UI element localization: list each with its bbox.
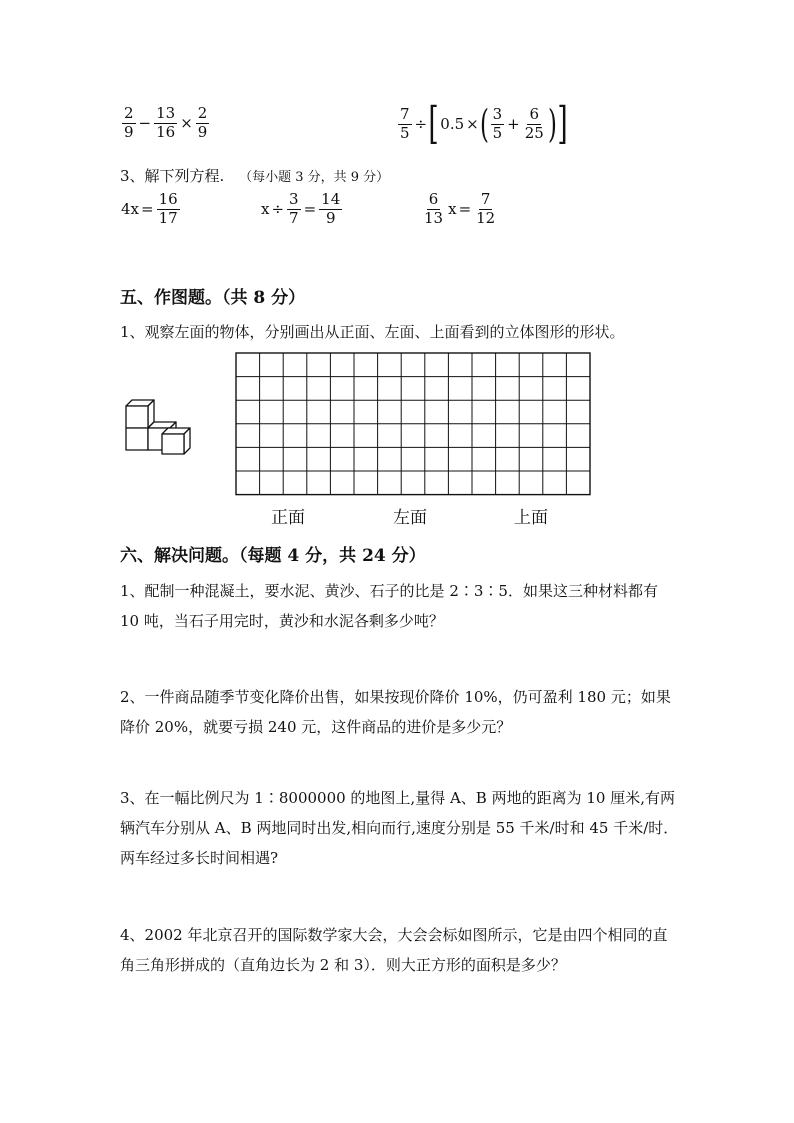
drawing-grid[interactable] [235, 352, 593, 497]
equation-3: $\frac{6}{13}$ x = $\frac{7}{12}$ [424, 190, 496, 227]
equation-1: 4x = $\frac{16}{17}$ [121, 190, 178, 227]
left-view-label: 左面 [393, 508, 427, 528]
section6-question-2: 2、一件商品随季节变化降价出售，如果按现价降价 10%，仍可盈利 180 元；如果降价 20%，就要亏损 240 元，这件商品的进价是多少元？ [120, 688, 671, 736]
fraction: $\frac{13}{16}$ [156, 104, 176, 141]
fraction: $\frac{7}{12}$ [476, 190, 496, 227]
fraction: $\frac{16}{17}$ [158, 190, 178, 227]
fraction: $\frac{7}{5}$ [400, 104, 410, 142]
section6-question-4: 4、2002 年北京召开的国际数学家大会，大会会标如图所示，它是由四个相同的直角三角形拼成的（直角边长为 2 和 3）．则大正方形的面积是多少？ [120, 926, 668, 974]
fraction: $\frac{2}{9}$ [197, 104, 208, 141]
section6-question-1: 1、配制一种混凝土，要水泥、黄沙、石子的比是 2∶3∶5．如果这三种材料都有 10 吨，当石子用完时，黄沙和水泥各剩多少吨？ [120, 582, 658, 630]
equation-2: x ÷ $\frac{3}{7}$ = $\frac{14}{9}$ [261, 190, 341, 227]
section6-title: 六、解决问题。（每题 4 分，共 24 分） [120, 546, 426, 566]
fraction: $\frac{3}{7}$ [289, 190, 299, 227]
fraction: $\frac{3}{5}$ [492, 104, 503, 142]
equations-heading: 3、解下列方程. （每小题 3 分，共 9 分） [120, 167, 390, 185]
section5-question-1: 1、观察左面的物体，分别画出从正面、左面、上面看到的立体图形的形状。 [120, 323, 625, 341]
fraction: $\frac{6}{13}$ [424, 190, 444, 227]
equations-note: （每小题 3 分，共 9 分） [239, 170, 390, 185]
fraction: $\frac{14}{9}$ [321, 190, 341, 227]
top-view-label: 上面 [514, 508, 548, 528]
cube-stack-figure [120, 398, 202, 456]
calc-expression-1: $\frac{2}{9}$ − $\frac{13}{16}$ × $\frac{2}{9}$ [124, 104, 208, 141]
fraction: $\frac{6}{25}$ [524, 104, 544, 142]
fraction: $\frac{2}{9}$ [124, 104, 134, 141]
calc-expression-2: $\frac{7}{5}$ ÷[0.5 ×( $\frac{3}{5}$ + $\frac{6}{25}$ )] [400, 98, 568, 149]
section5-title: 五、作图题。（共 8 分） [120, 288, 306, 308]
front-view-label: 正面 [271, 508, 305, 528]
section6-question-3: 3、在一幅比例尺为 1∶8000000 的地图上,量得 A、B 两地的距离为 10 厘米,有两辆汽车分别从 A、B 两地同时出发,相向而行,速度分别是 55 千米/时和 45 千米/时．两车经过多长时间相遇? [120, 789, 679, 867]
